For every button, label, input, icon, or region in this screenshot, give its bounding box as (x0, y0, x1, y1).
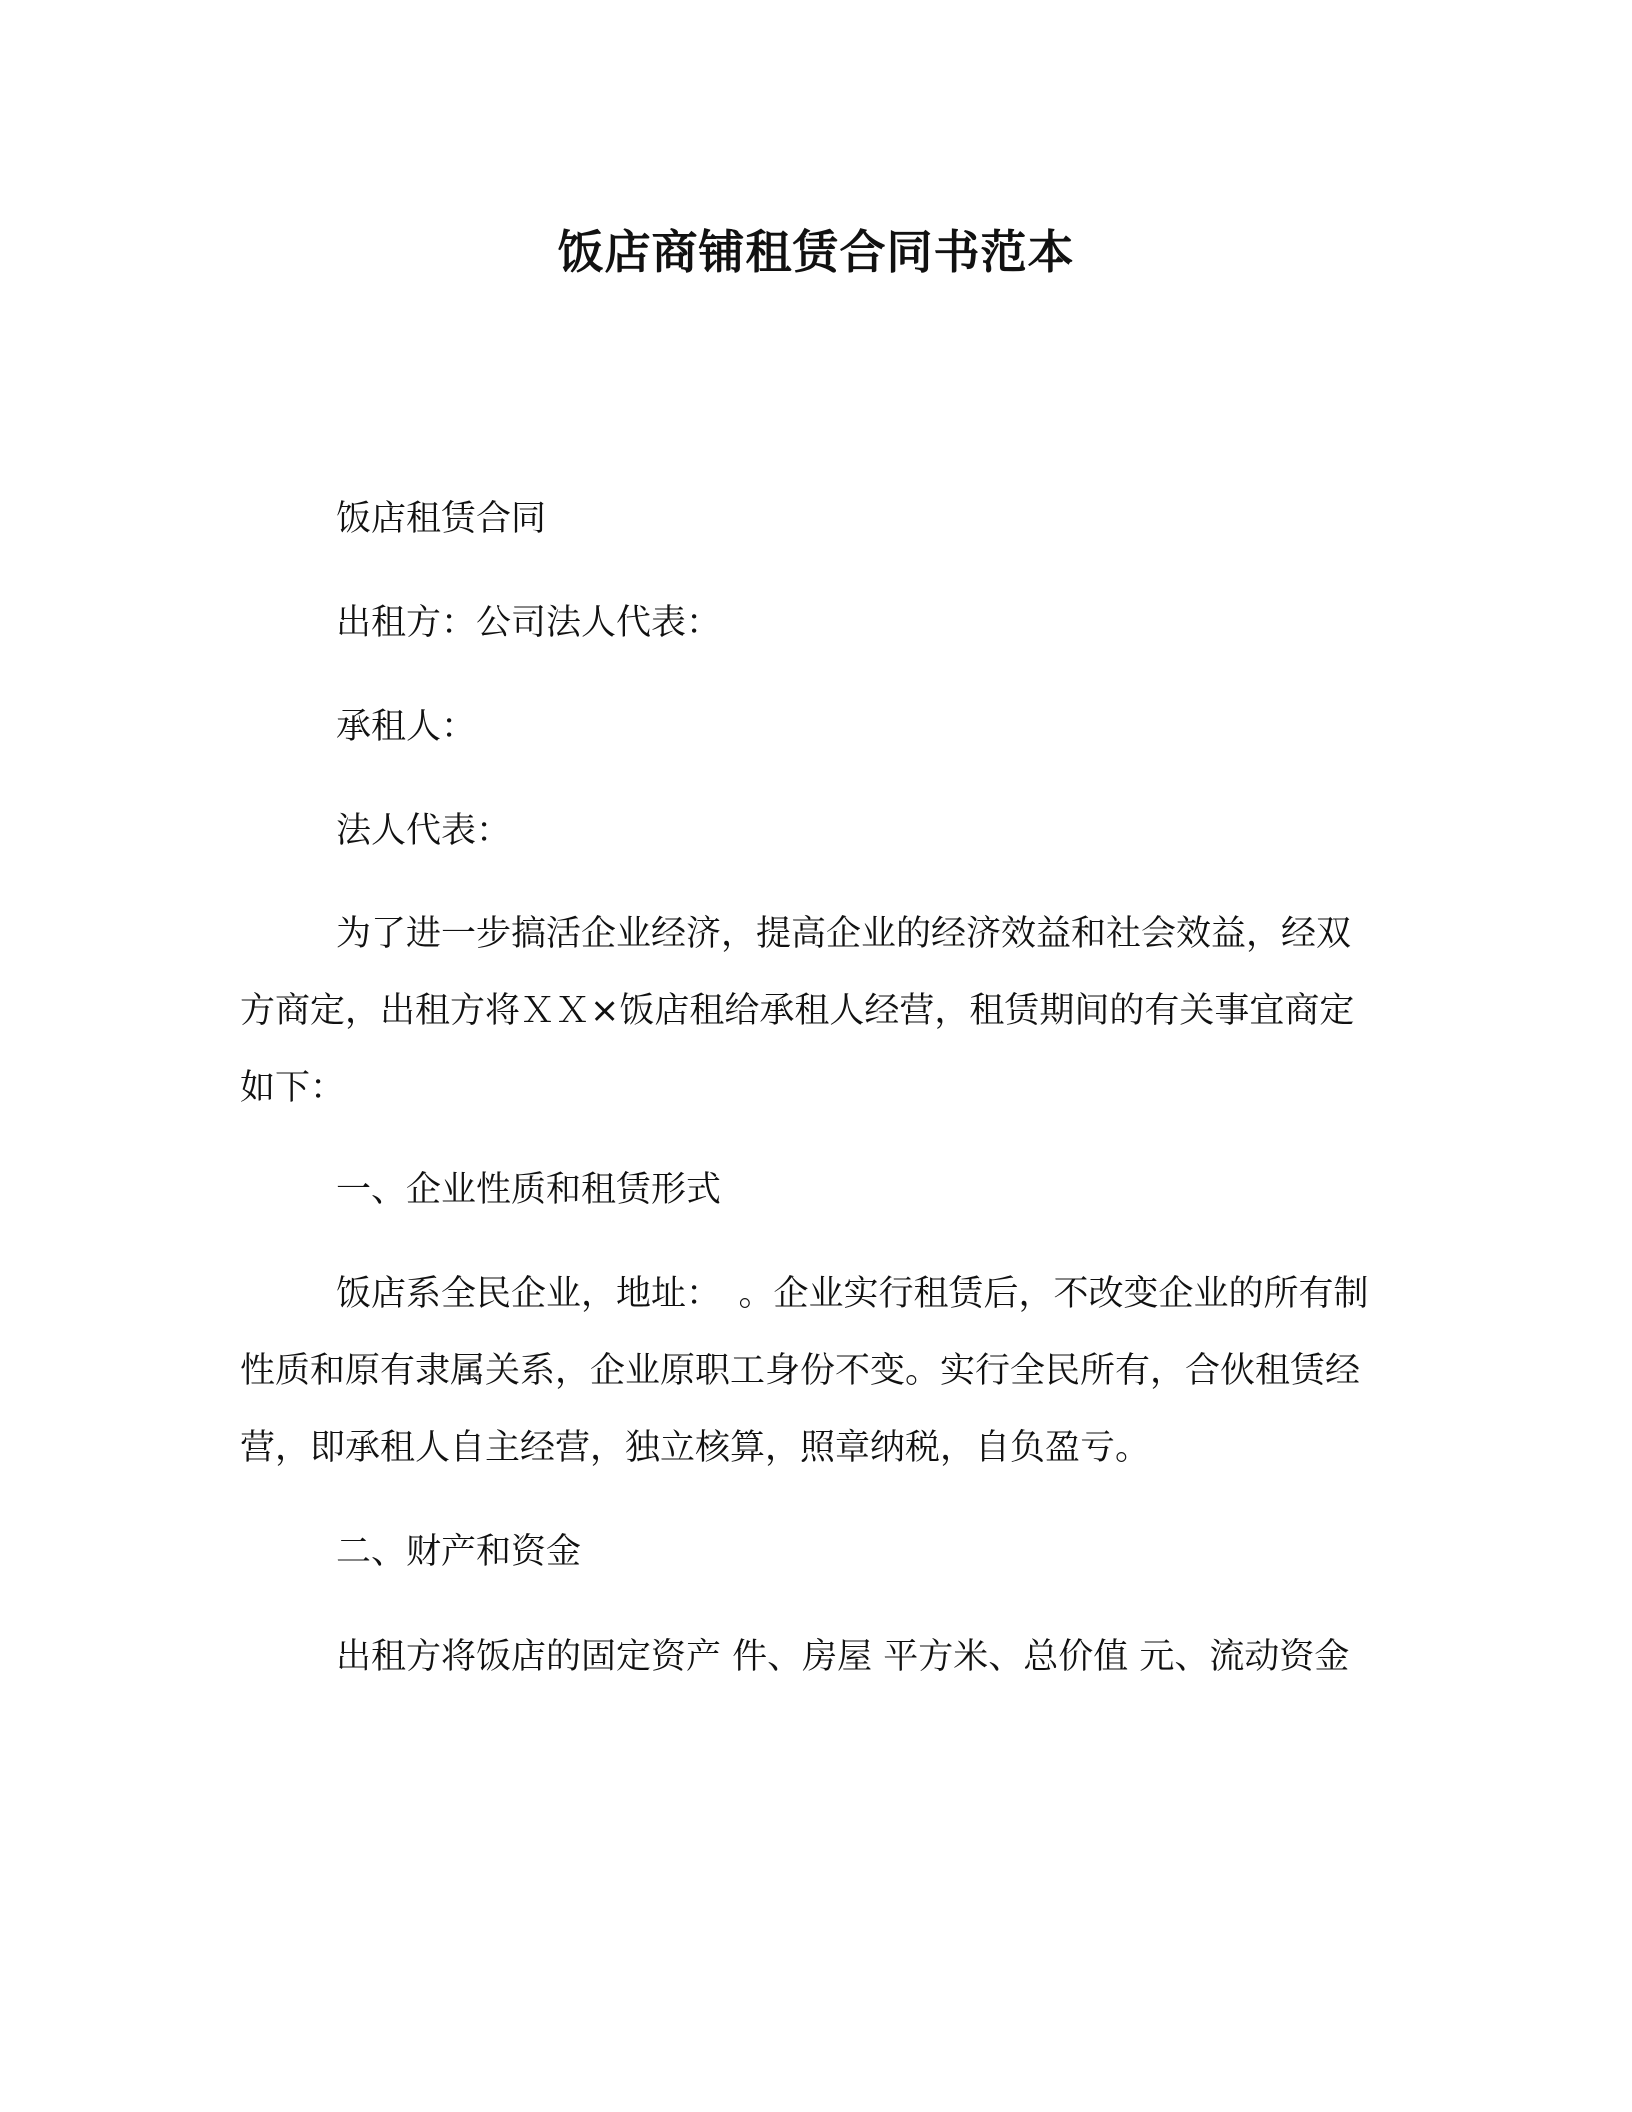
contract-name: 饭店租赁合同 (336, 499, 547, 539)
document-title: 饭店商铺租赁合同书范本 (557, 225, 1075, 279)
section-1-body: 饭店系全民企业，地址： 。企业实行租赁后，不改变企业的所有制性质和原有隶属关系，企业原职工身份不变。实行全民所有，合伙租赁经营，即承租人自主经营，独立核算，照章纳税，自负盈亏。 (240, 1274, 1369, 1468)
section-1-heading: 一、企业性质和租赁形式 (336, 1170, 722, 1210)
lessor-line: 出租方：公司法人代表： (336, 603, 722, 643)
section-2-body: 出租方将饭店的固定资产 件、房屋 平方米、总价值 元、流动资金 (336, 1637, 1350, 1677)
lessee-line: 承租人： (336, 707, 477, 747)
section-2-heading: 二、财产和资金 (336, 1532, 582, 1572)
legal-representative-line: 法人代表： (336, 811, 512, 851)
preamble-paragraph: 为了进一步搞活企业经济，提高企业的经济效益和社会效益，经双方商定，出租方将ＸＸ×饭店租给承租人经营，租赁期间的有关事宜商定如下： (240, 914, 1355, 1108)
